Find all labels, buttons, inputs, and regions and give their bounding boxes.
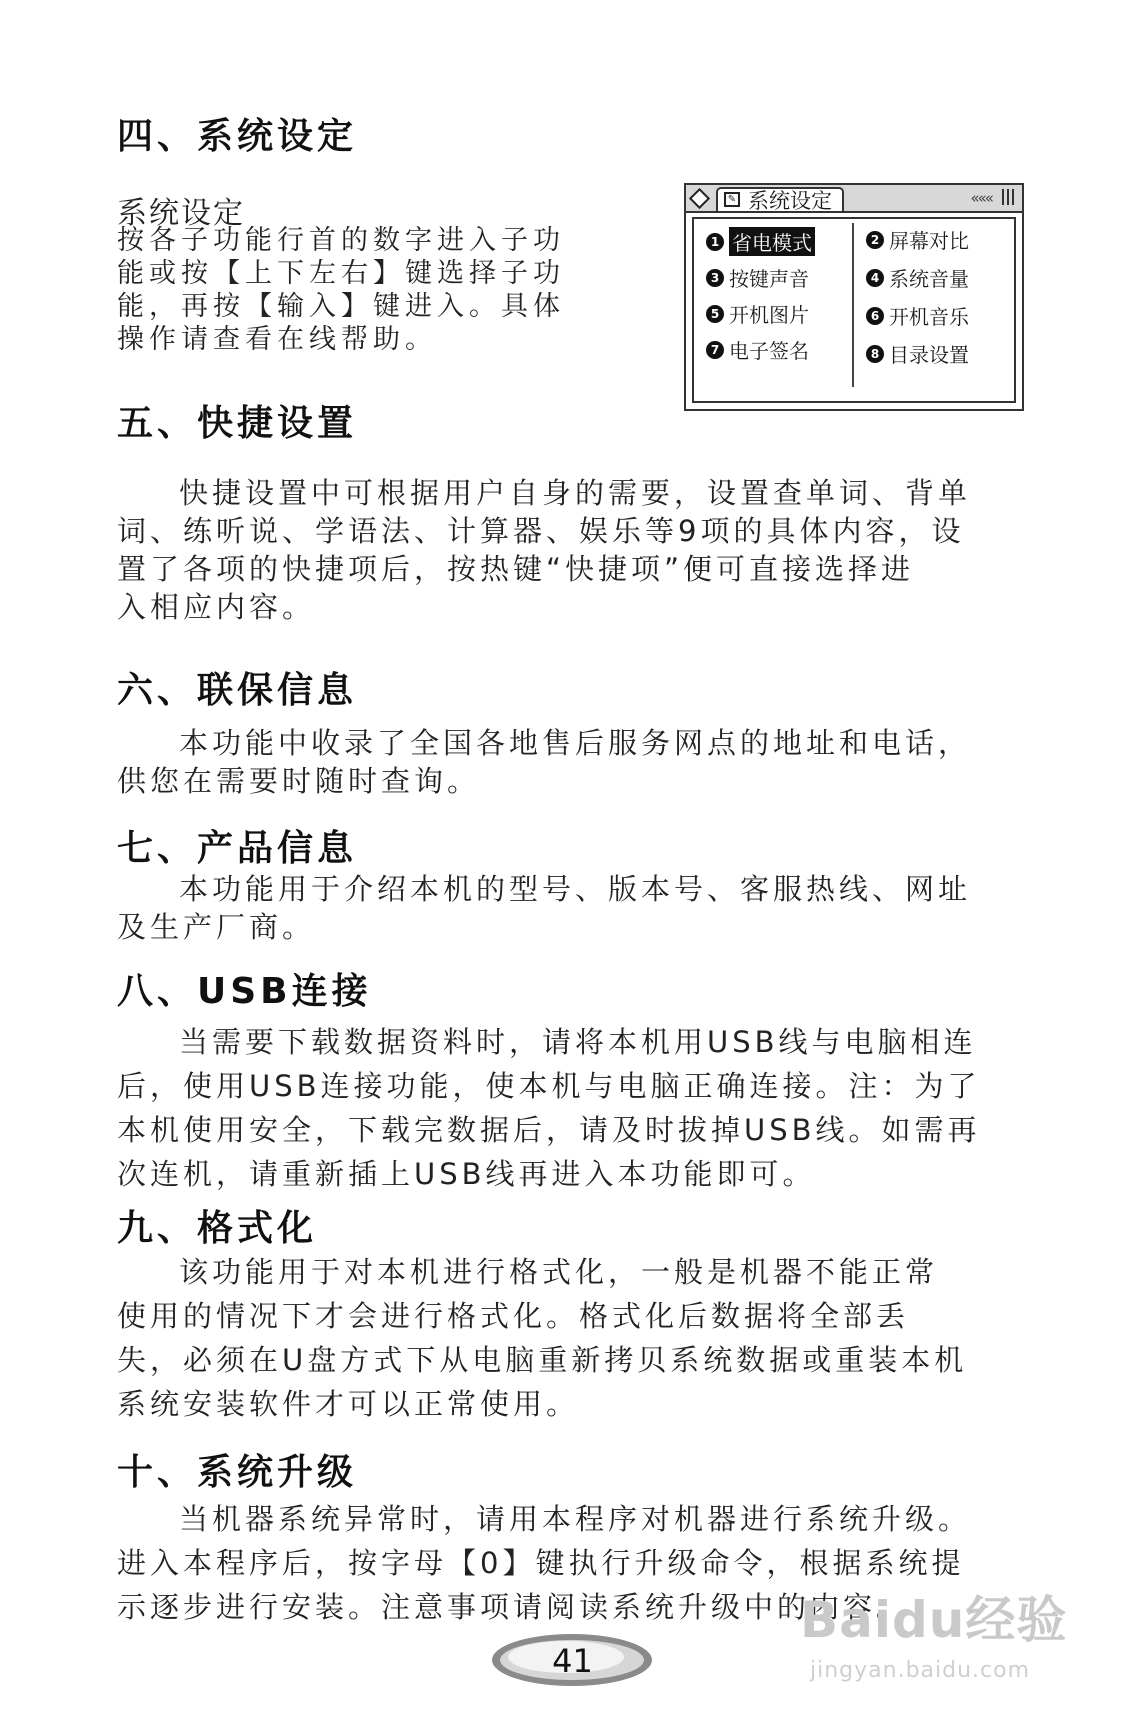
body-line: 使用的情况下才会进行格式化。格式化后数据将全部丢: [117, 1299, 910, 1333]
body-line: 本机使用安全，下载完数据后，请及时拔掉USB线。如需再: [117, 1113, 981, 1147]
screen-tab[interactable]: [716, 187, 844, 211]
body-line: 后，使用USB连接功能，使本机与电脑正确连接。注：为了: [117, 1069, 981, 1103]
intro-line: 能，再按【输入】键进入。具体: [117, 291, 565, 322]
body-line: 次连机，请重新插上USB线再进入本功能即可。: [117, 1157, 816, 1191]
section-body-product-info: [117, 870, 1037, 946]
menu-item-boot-music[interactable]: [866, 301, 969, 330]
section-heading-format: 九、格式化: [117, 1208, 318, 1249]
menu-divider: [852, 223, 854, 387]
number-7-icon: 7: [706, 341, 724, 359]
section-heading-system-settings: 四、系统设定: [117, 116, 358, 157]
section-body-usb-connection: [117, 1020, 1037, 1196]
number-2-icon: 2: [866, 231, 884, 249]
number-3-icon: 3: [706, 269, 724, 287]
page-number-badge: [490, 1632, 655, 1688]
menu-item-e-signature[interactable]: [706, 335, 809, 364]
menu-item-label: 按键声音: [729, 267, 809, 291]
menu-item-system-volume[interactable]: [866, 263, 969, 292]
body-line: 本功能用于介绍本机的型号、版本号、客服热线、网址: [179, 872, 972, 906]
number-8-icon: 8: [866, 345, 884, 363]
intro-line: 操作请查看在线帮助。: [117, 324, 437, 355]
body-line: 该功能用于对本机进行格式化，一般是机器不能正常: [179, 1255, 939, 1289]
section-body-shortcut-settings: [117, 474, 1037, 626]
menu-item-key-sound[interactable]: [706, 263, 809, 292]
body-line: 入相应内容。: [117, 590, 316, 624]
intro-body: [117, 224, 565, 356]
scroll-arrows-icon: «««: [970, 189, 992, 207]
body-line: 词、练听说、学语法、计算器、娱乐等9项的具体内容，设: [117, 514, 965, 548]
menu-item-label: 开机图片: [729, 303, 809, 327]
watermark: Baidu经验: [800, 1591, 1068, 1649]
menu-item-label: 屏幕对比: [889, 229, 969, 253]
number-4-icon: 4: [866, 269, 884, 287]
body-line: 示逐步进行安装。注意事项请阅读系统升级中的内容。: [117, 1590, 910, 1624]
menu-item-boot-image[interactable]: [706, 299, 809, 328]
body-line: 系统安装软件才可以正常使用。: [117, 1387, 580, 1421]
menu-item-directory-settings[interactable]: [866, 339, 969, 368]
intro-line: 能或按【上下左右】键选择子功: [117, 258, 565, 289]
menu-item-power-saving[interactable]: [706, 227, 815, 256]
number-6-icon: 6: [866, 307, 884, 325]
body-line: 供您在需要时随时查询。: [117, 764, 481, 798]
section-heading-warranty-info: 六、联保信息: [117, 670, 358, 711]
body-line: 当机器系统异常时，请用本程序对机器进行系统升级。: [179, 1502, 972, 1536]
body-line: 置了各项的快捷项后，按热键“快捷项”便可直接选择进: [117, 552, 915, 586]
grip-icon: [1002, 189, 1016, 205]
menu-item-label: 目录设置: [889, 343, 969, 367]
section-body-warranty-info: [117, 724, 1037, 800]
settings-app-icon: ✎: [724, 192, 740, 207]
screen-title-bar: [686, 185, 1022, 213]
screen-menu: [692, 217, 1016, 403]
menu-item-screen-contrast[interactable]: [866, 225, 969, 254]
intro-title: 系统设定: [117, 196, 245, 231]
number-1-icon: 1: [706, 233, 724, 251]
menu-item-label: 系统音量: [889, 267, 969, 291]
section-heading-shortcut-settings: 五、快捷设置: [117, 403, 358, 444]
diamond-icon: [689, 188, 710, 209]
page-number: 41: [552, 1642, 593, 1680]
watermark-url: jingyan.baidu.com: [810, 1658, 1031, 1683]
body-line: 本功能中收录了全国各地售后服务网点的地址和电话，: [179, 726, 972, 760]
section-heading-usb-connection: 八、USB连接: [117, 971, 372, 1012]
section-body-format: [117, 1250, 1037, 1426]
body-line: 进入本程序后，按字母【0】键执行升级命令，根据系统提: [117, 1546, 965, 1580]
device-screen: [684, 183, 1024, 411]
body-line: 及生产厂商。: [117, 910, 316, 944]
screen-tab-label: 系统设定: [748, 189, 832, 213]
body-line: 当需要下载数据资料时，请将本机用USB线与电脑相连: [179, 1025, 977, 1059]
body-line: 失，必须在U盘方式下从电脑重新拷贝系统数据或重装本机: [117, 1343, 968, 1377]
menu-item-label: 电子签名: [729, 339, 809, 363]
menu-item-label: 开机音乐: [889, 305, 969, 329]
intro-line: 按各子功能行首的数字进入子功: [117, 225, 565, 256]
body-line: 快捷设置中可根据用户自身的需要，设置查单词、背单: [179, 476, 972, 510]
section-heading-system-upgrade: 十、系统升级: [117, 1452, 358, 1493]
menu-item-label: 省电模式: [729, 227, 815, 256]
section-heading-product-info: 七、产品信息: [117, 828, 358, 869]
number-5-icon: 5: [706, 305, 724, 323]
